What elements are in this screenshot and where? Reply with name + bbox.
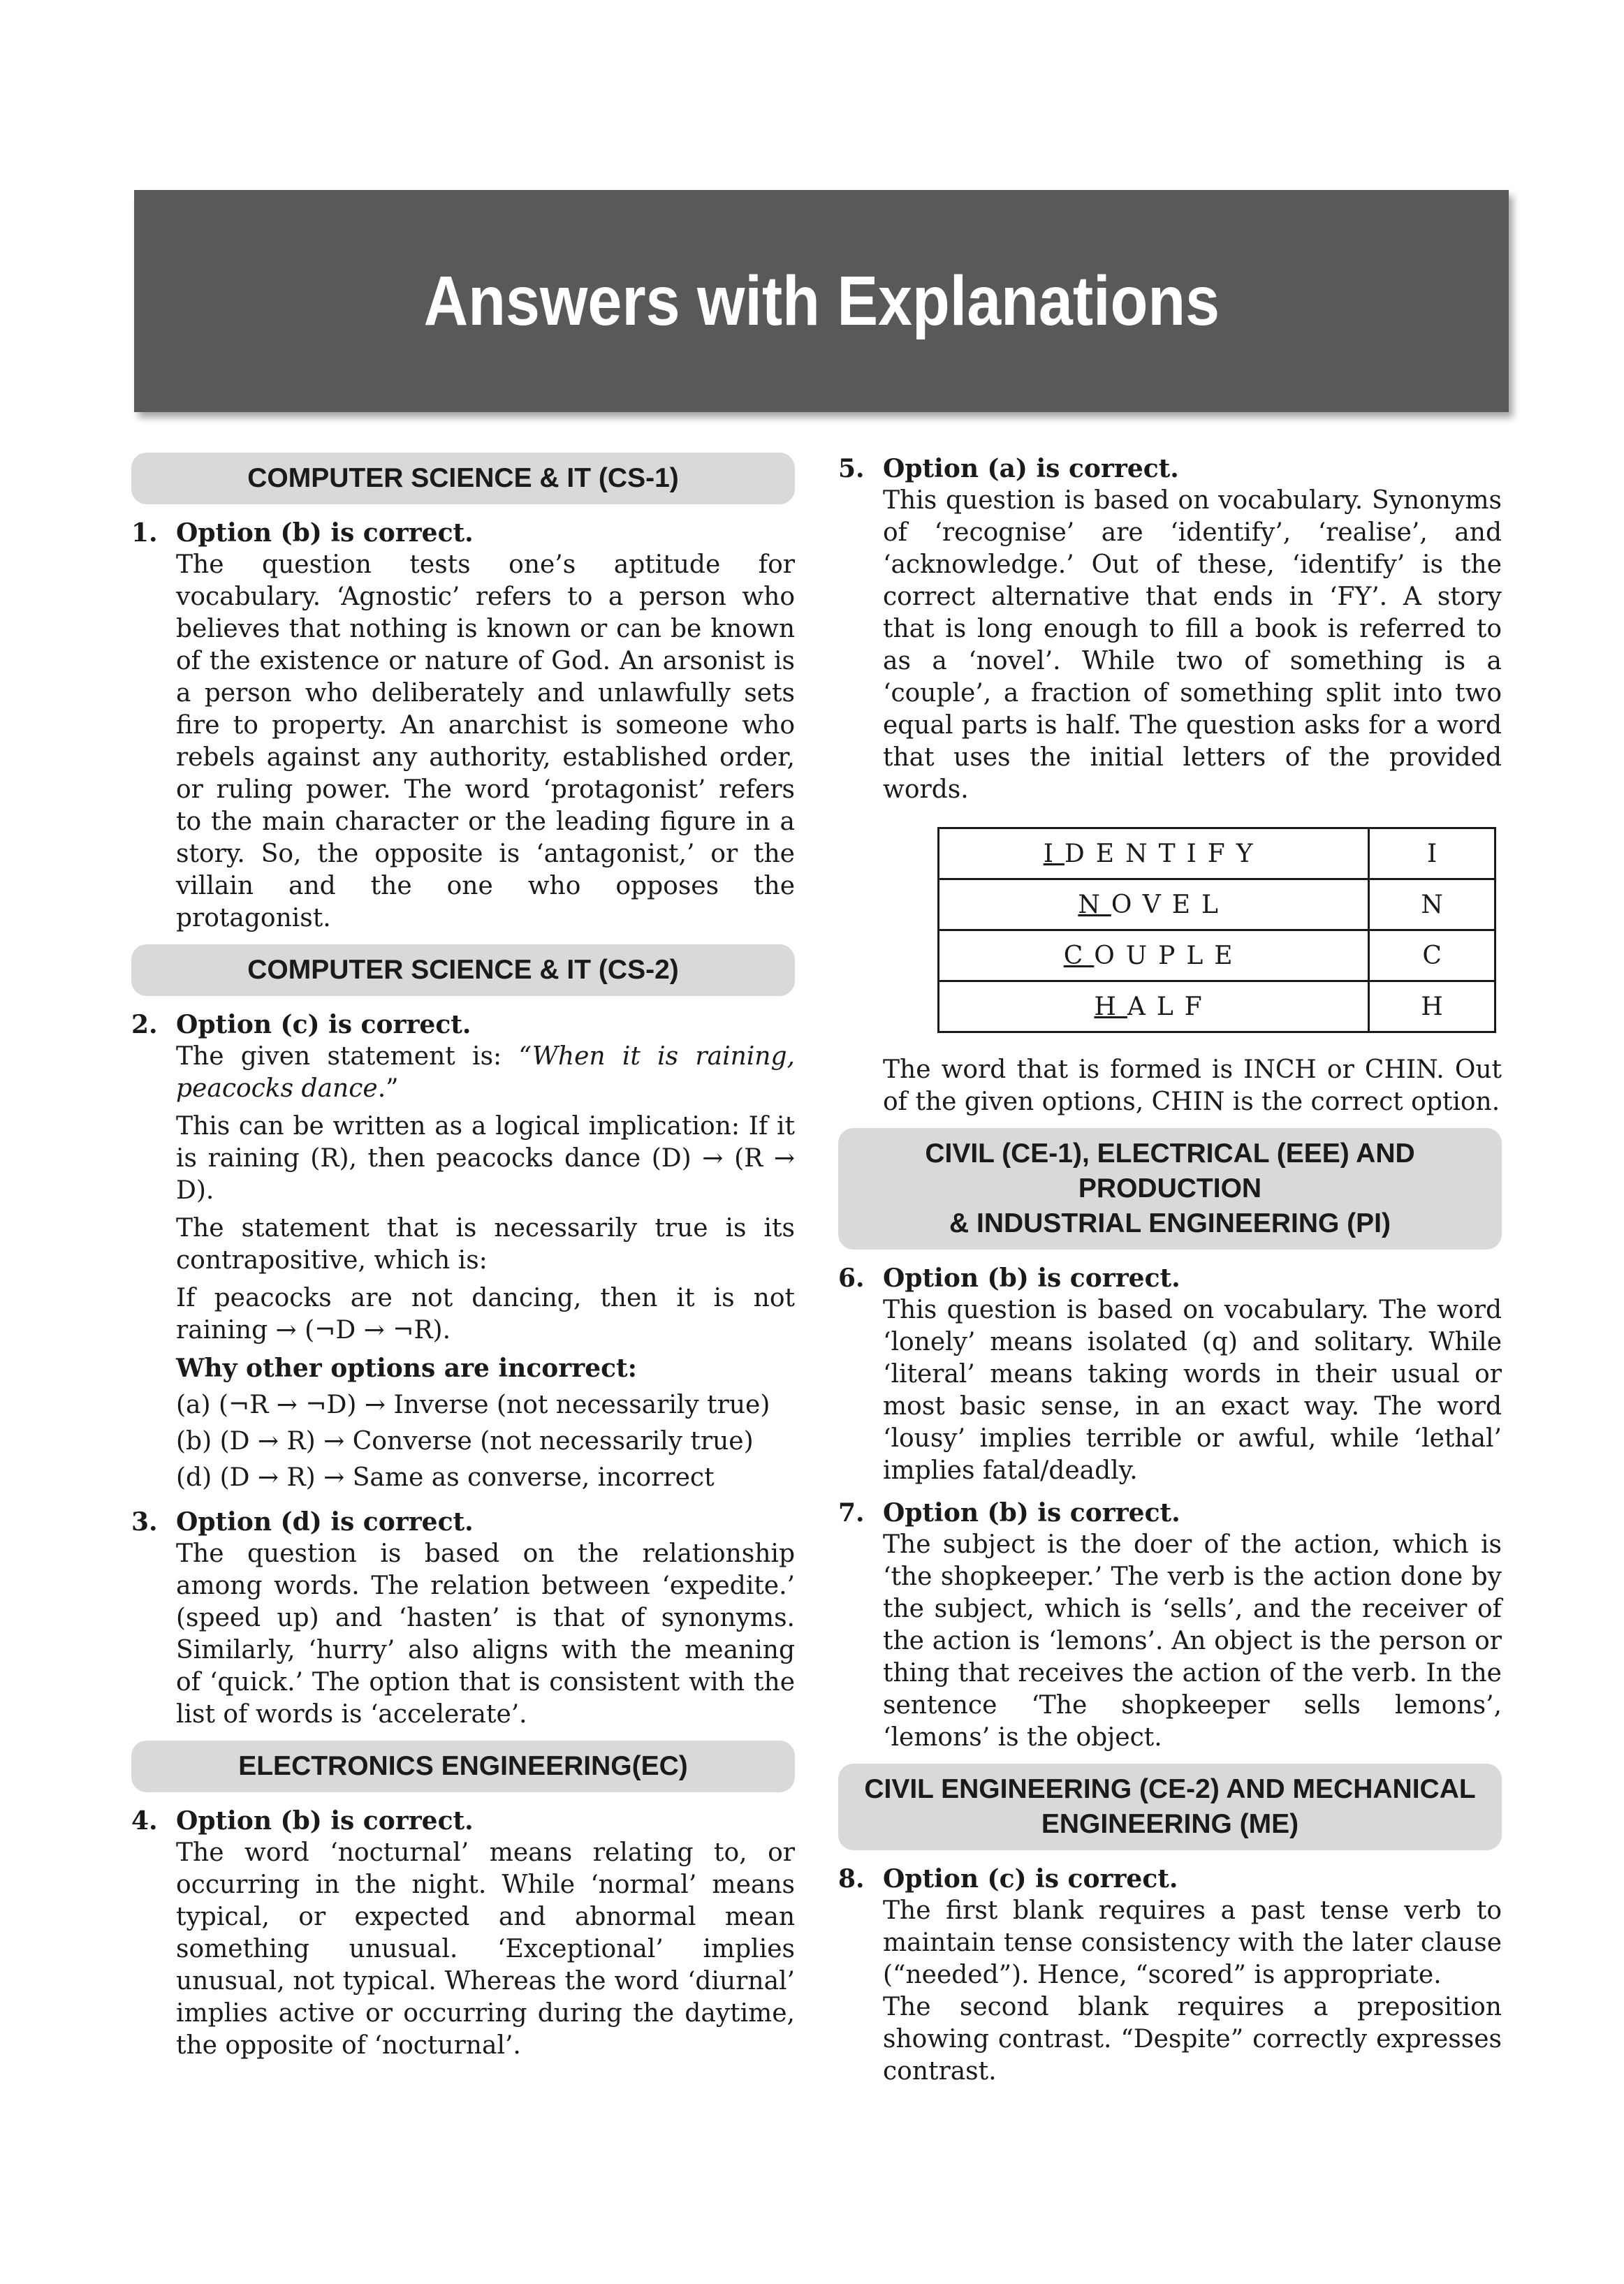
explanation-implication: This can be written as a logical implication: If it is raining (R), then peacocks dance (D) → (R → D).: [176, 1112, 795, 1205]
word-rest: OVEL: [1111, 890, 1229, 919]
initial-letter: N: [1078, 890, 1111, 919]
explanation: The question tests one’s aptitude for vocabulary. ‘Agnostic’ refers to a person who believes that nothing is known or can be known of the existence or nature of God. An arsonist is a person who deliberately and unlawfully sets fire to property. An anarchist is someone who rebels against any authority, established order, or ruling power. The word ‘protagonist’ refers to the main character or the leading figure in a story. So, the opposite is ‘antagonist,’ or the villain and the one who opposes the protagonist.: [176, 550, 795, 932]
answer-heading: Option (a) is correct.: [883, 454, 1179, 483]
explanation: The question is based on the relationship among words. The relation between ‘expedite.’ (speed up) and ‘hasten’ is that of synonyms. Similarly, ‘hurry’ also aligns with the meaning of ‘quick.’ The option that is consistent with the list of words is ‘accelerate’.: [176, 1539, 795, 1729]
answer-6: [838, 1262, 1502, 1487]
answer-7: [838, 1497, 1502, 1754]
letter-cell: H: [1369, 981, 1495, 1032]
word-rest: OUPLE: [1094, 941, 1244, 970]
answer-2: [131, 1009, 795, 1496]
answer-8: [838, 1863, 1502, 2088]
left-column: [131, 453, 795, 2072]
acronym-table: [937, 827, 1496, 1033]
word-cell: [939, 930, 1369, 981]
answer-3: [131, 1506, 795, 1731]
table-row: [939, 930, 1495, 981]
explanation: This question is based on vocabulary. The word ‘lonely’ means isolated (q) and solitary. While ‘literal’ means taking words in their usual or most basic sense, in an exact way. The word ‘lousy’ implies terrible or awful, while ‘lethal’ implies fatal/deadly.: [883, 1296, 1502, 1485]
header-line: CIVIL ENGINEERING (CE-2) AND MECHANICAL: [864, 1774, 1476, 1804]
statement-quote: “When it is raining, peacocks dance: [176, 1042, 795, 1103]
explanation-contrapositive: The statement that is necessarily true is its contrapositive, which is:: [176, 1214, 795, 1275]
answer-heading: Option (b) is correct.: [176, 1806, 474, 1836]
answer-heading: Option (b) is correct.: [176, 518, 474, 548]
statement-prefix: The given statement is:: [176, 1042, 519, 1071]
answer-4: [131, 1805, 795, 2062]
answer-heading: Option (b) is correct.: [883, 1264, 1180, 1293]
section-header-cs2: COMPUTER SCIENCE & IT (CS-2): [131, 944, 795, 996]
section-header-ce2-me: [838, 1764, 1502, 1850]
answer-heading: Option (b) is correct.: [883, 1498, 1180, 1528]
initial-letter: I: [1043, 839, 1065, 868]
explanation: The word ‘nocturnal’ means relating to, or occurring in the night. While ‘normal’ means typical, or expected and abnormal mean something unusual. ‘Exceptional’ implies unusual, not typical. Whereas the word ‘diurnal’ implies active or occurring during the daytime, the opposite of ‘nocturnal’.: [176, 1838, 795, 2060]
initial-letter: H: [1094, 992, 1127, 1021]
option-a-reason: (a) (¬R → ¬D) → Inverse (not necessarily true): [176, 1391, 770, 1419]
header-line: & INDUSTRIAL ENGINEERING (PI): [949, 1208, 1391, 1238]
table-row: [939, 879, 1495, 930]
table-row: [939, 981, 1495, 1032]
answer-heading: Option (c) is correct.: [176, 1010, 471, 1039]
question-number: 2.: [131, 1010, 158, 1039]
section-header-ec: ELECTRONICS ENGINEERING(EC): [131, 1741, 795, 1792]
conclusion: The word that is formed is INCH or CHIN. Out of the given options, CHIN is the correct option.: [883, 1055, 1502, 1116]
answer-heading: Option (d) is correct.: [176, 1507, 474, 1537]
word-cell: [939, 981, 1369, 1032]
letter-cell: C: [1369, 930, 1495, 981]
title-banner: [134, 190, 1509, 412]
letter-cell: N: [1369, 879, 1495, 930]
answer-1: [131, 517, 795, 935]
table-row: [939, 828, 1495, 879]
question-number: 8.: [838, 1864, 865, 1894]
initial-letter: C: [1063, 941, 1095, 970]
question-number: 3.: [131, 1507, 158, 1537]
section-header-cs1: COMPUTER SCIENCE & IT (CS-1): [131, 453, 795, 504]
option-b-reason: (b) (D → R) → Converse (not necessarily true): [176, 1427, 754, 1456]
given-statement: [176, 1041, 795, 1105]
question-number: 4.: [131, 1806, 158, 1836]
explanation-second-blank: The second blank requires a preposition showing contrast. “Despite” correctly expresses contrast.: [883, 1993, 1502, 2086]
question-number: 5.: [838, 454, 865, 483]
answer-5: [838, 453, 1502, 1118]
explanation: This question is based on vocabulary. Synonyms of ‘recognise’ are ‘identify’, ‘realise’, and ‘acknowledge.’ Out of these, ‘identify’ is the correct alternative that ends in ‘FY’. A story that is long enough to fill a book is referred to as a ‘novel’. While two of something is a ‘couple’, a fraction of something split into two equal parts is half. The question asks for a word that uses the initial letters of the provided words.: [883, 486, 1502, 804]
explanation-first-blank: The first blank requires a past tense verb to maintain tense consistency with the later clause (“needed”). Hence, “scored” is appropriate.: [883, 1896, 1502, 1989]
header-line: ENGINEERING (ME): [1041, 1809, 1299, 1839]
explanation-conclusion: If peacocks are not dancing, then it is not raining → (¬D → ¬R).: [176, 1284, 795, 1345]
question-number: 6.: [838, 1264, 865, 1293]
option-d-reason: (d) (D → R) → Same as converse, incorrect: [176, 1463, 715, 1492]
answer-heading: Option (c) is correct.: [883, 1864, 1178, 1894]
header-line: CIVIL (CE-1), ELECTRICAL (EEE) AND PRODUCTION: [925, 1139, 1415, 1203]
page-title: Answers with Explanations: [423, 261, 1220, 340]
word-cell: [939, 879, 1369, 930]
word-rest: ALF: [1127, 992, 1213, 1021]
statement-suffix: .”: [377, 1074, 399, 1103]
right-column: [838, 453, 1502, 2098]
why-incorrect-heading: Why other options are incorrect:: [176, 1354, 637, 1383]
word-rest: DENTIFY: [1064, 839, 1264, 868]
question-number: 7.: [838, 1498, 865, 1528]
explanation: The subject is the doer of the action, which is ‘the shopkeeper.’ The verb is the action done by the subject, which is ‘sells’, and the receiver of the action is ‘lemons’. An object is the person or thing that receives the action of the verb. In the sentence ‘The shopkeeper sells lemons’, ‘lemons’ is the object.: [883, 1530, 1502, 1752]
word-cell: [939, 828, 1369, 879]
section-header-ce1-eee-pi: [838, 1128, 1502, 1250]
letter-cell: I: [1369, 828, 1495, 879]
question-number: 1.: [131, 518, 158, 548]
